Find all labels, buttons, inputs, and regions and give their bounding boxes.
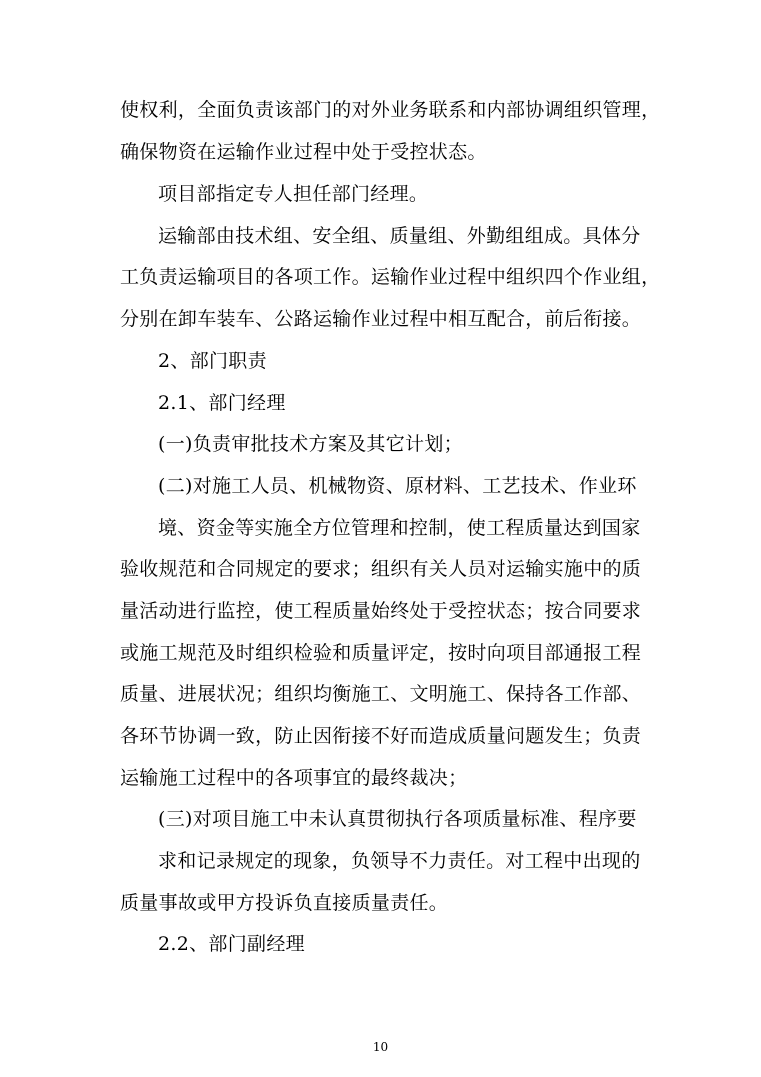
paragraph-line: 或施工规范及时组织检验和质量评定，按时向项目部通报工程 [120, 642, 642, 664]
list-item: (一)负责审批技术方案及其它计划； [158, 433, 463, 455]
paragraph-line: 运输部由技术组、安全组、质量组、外勤组组成。具体分 [158, 225, 641, 247]
list-item: (二)对施工人员、机械物资、原材料、工艺技术、作业环 [158, 475, 637, 497]
paragraph-line: 质量事故或甲方投诉负直接质量责任。 [120, 892, 449, 914]
paragraph-line: 使权利，全面负责该部门的对外业务联系和内部协调组织管理， [120, 99, 661, 121]
paragraph-line: 分别在卸车装车、公路运输作业过程中相互配合，前后衔接。 [120, 308, 642, 330]
paragraph-line: 确保物资在运输作业过程中处于受控状态。 [120, 141, 487, 163]
list-item: (三)对项目施工中未认真贯彻执行各项质量标准、程序要 [158, 808, 637, 830]
subsection-heading: 2.1、部门经理 [158, 392, 286, 414]
section-heading: 2、部门职责 [158, 350, 267, 372]
paragraph-line: 项目部指定专人担任部门经理。 [158, 183, 429, 205]
paragraph-line: 各环节协调一致，防止因衔接不好而造成质量问题发生；负责 [120, 725, 642, 747]
paragraph-line: 工负责运输项目的各项工作。运输作业过程中组织四个作业组， [120, 266, 661, 288]
paragraph-line: 求和记录规定的现象，负领导不力责任。对工程中出现的 [158, 850, 641, 872]
paragraph-line: 质量、进展状况；组织均衡施工、文明施工、保持各工作部、 [120, 683, 642, 705]
paragraph-line: 境、资金等实施全方位管理和控制，使工程质量达到国家 [158, 517, 641, 539]
paragraph-line: 运输施工过程中的各项事宜的最终裁决； [120, 767, 468, 789]
page-number: 10 [372, 1040, 389, 1054]
paragraph-line: 量活动进行监控，使工程质量始终处于受控状态；按合同要求 [120, 600, 642, 622]
paragraph-line: 验收规范和合同规定的要求；组织有关人员对运输实施中的质 [120, 558, 642, 580]
subsection-heading: 2.2、部门副经理 [158, 933, 305, 955]
